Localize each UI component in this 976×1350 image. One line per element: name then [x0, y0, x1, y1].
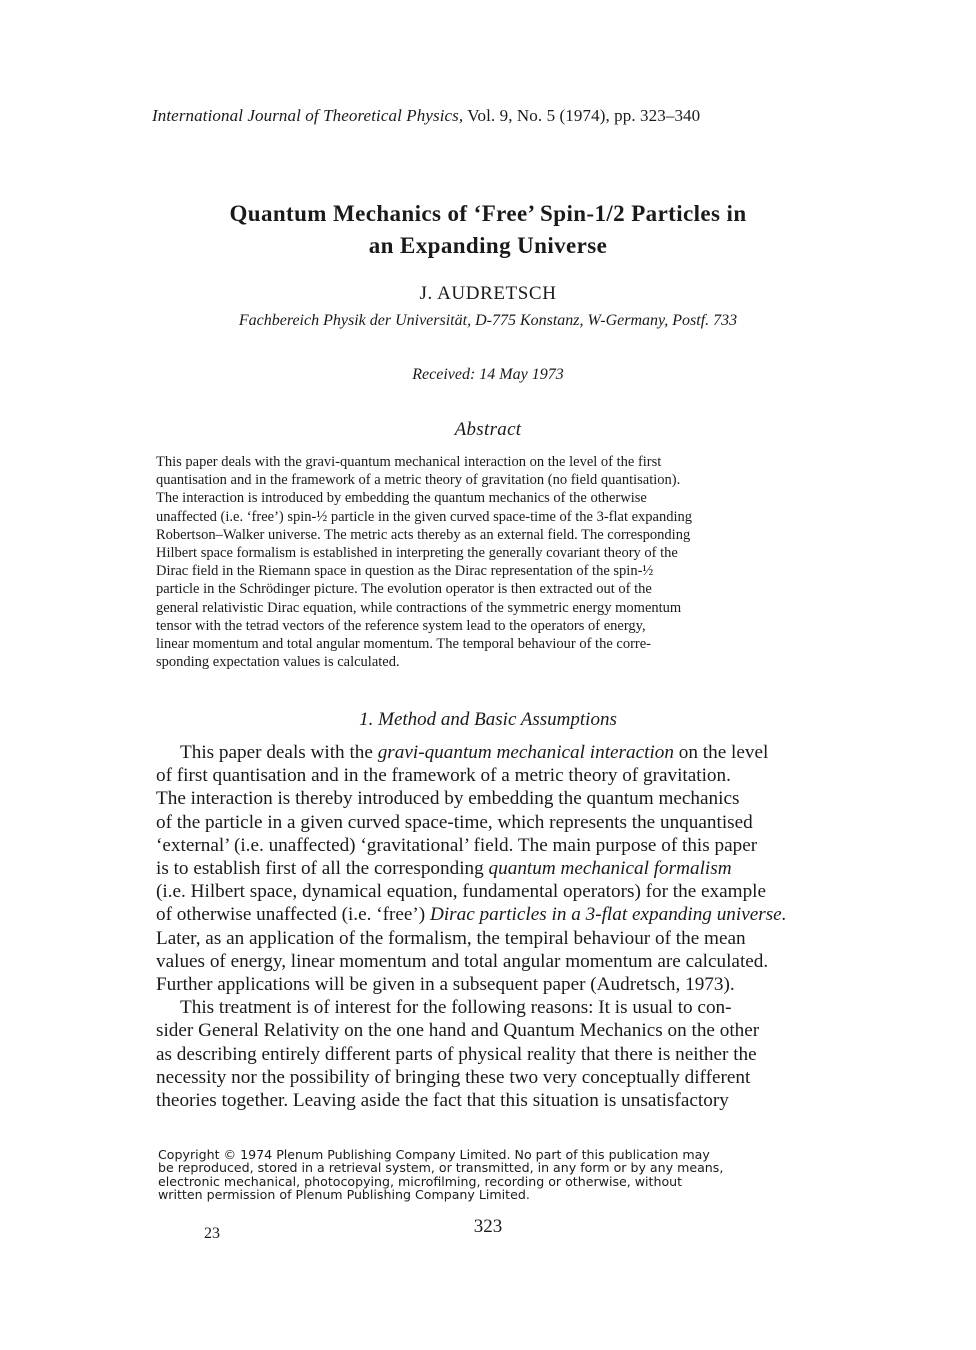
body-line: of first quantisation and in the framework of a metric theory of gravitation. — [156, 765, 731, 787]
emphasis-run: Dirac particles in a 3-flat expanding universe. — [429, 904, 787, 926]
abstract-line: Hilbert space formalism is established in interpreting the generally covariant theory of the — [156, 545, 678, 562]
abstract-line: Robertson–Walker universe. The metric acts thereby as an external field. The corresponding — [156, 526, 691, 543]
abstract-line: unaffected (i.e. ‘free’) spin-½ particle in the given curved space-time of the 3-flat expanding — [156, 508, 692, 525]
copyright-notice — [158, 1148, 838, 1202]
abstract-line: quantisation and in the framework of a metric theory of gravitation (no field quantisation). — [156, 472, 681, 489]
journal-name: International Journal of Theoretical Physics, — [152, 106, 464, 125]
journal-volume-info: Vol. 9, No. 5 (1974), pp. 323–340 — [467, 106, 701, 125]
abstract-line: linear momentum and total angular momentum. The temporal behaviour of the corre- — [156, 636, 651, 653]
section-body — [156, 741, 846, 1112]
page-number: 323 — [473, 1216, 503, 1237]
body-line: of the particle in a given curved space-time, which represents the unquantised — [156, 811, 753, 833]
body-line: necessity nor the possibility of bringing these two very conceptually different — [156, 1066, 751, 1088]
abstract-line: This paper deals with the gravi-quantum mechanical interaction on the level of the first — [156, 454, 662, 470]
emphasis-run: quantum mechanical formalism — [488, 858, 732, 880]
abstract-body — [156, 453, 856, 671]
folio-number: 23 — [204, 1225, 220, 1242]
body-line: (i.e. Hilbert space, dynamical equation, fundamental operators) for the example — [156, 881, 767, 903]
text-run: is to establish first of all the corresponding — [156, 858, 489, 880]
section-heading: 1. Method and Basic Assumptions — [359, 709, 617, 730]
body-line: ‘external’ (i.e. unaffected) ‘gravitational’ field. The main purpose of this paper — [156, 834, 758, 856]
copyright-line: be reproduced, stored in a retrieval system, or transmitted, in any form or by any means, — [158, 1160, 724, 1176]
body-line: theories together. Leaving aside the fact that this situation is unsatisfactory — [156, 1090, 729, 1112]
copyright-line: Copyright © 1974 Plenum Publishing Company Limited. No part of this publication may — [158, 1147, 710, 1162]
body-line: Further applications will be given in a subsequent paper (Audretsch, 1973). — [156, 974, 735, 996]
abstract-line: particle in the Schrödinger picture. The evolution operator is then extracted out of the — [156, 581, 652, 598]
text-run: on the level — [673, 742, 769, 763]
abstract-line: sponding expectation values is calculated. — [156, 654, 400, 671]
body-line — [156, 903, 846, 926]
body-line: Later, as an application of the formalism, the tempiral behaviour of the mean — [156, 927, 746, 949]
author-name: J. AUDRETSCH — [419, 283, 557, 304]
copyright-line: written permission of Plenum Publishing Company Limited. — [158, 1187, 530, 1203]
abstract-line: The interaction is introduced by embedding the quantum mechanics of the otherwise — [156, 490, 647, 507]
title-line-2: an Expanding Universe — [368, 233, 608, 258]
body-line: sider General Relativity on the one hand and Quantum Mechanics on the other — [156, 1020, 760, 1042]
body-line: This treatment is of interest for the following reasons: It is usual to con- — [180, 997, 732, 1019]
copyright-line: electronic mechanical, photocopying, microfilming, recording or otherwise, without — [158, 1173, 683, 1189]
abstract-line: general relativistic Dirac equation, while contractions of the symmetric energy momentum — [156, 599, 682, 616]
journal-citation — [152, 106, 700, 126]
body-line — [156, 857, 846, 880]
body-line: The interaction is thereby introduced by embedding the quantum mechanics — [156, 788, 740, 810]
body-line: values of energy, linear momentum and total angular momentum are calculated. — [156, 950, 769, 972]
body-line: as describing entirely different parts of physical reality that there is neither the — [156, 1043, 757, 1065]
body-line — [156, 741, 846, 764]
author-affiliation: Fachbereich Physik der Universität, D-775 Konstanz, W-Germany, Postf. 733 — [238, 312, 738, 329]
abstract-line: Dirac field in the Riemann space in question as the Dirac representation of the spin-½ — [156, 563, 654, 580]
paper-title — [0, 198, 976, 262]
text-run: This paper deals with the — [180, 742, 378, 763]
received-date: Received: 14 May 1973 — [412, 366, 564, 383]
title-line-1: Quantum Mechanics of ‘Free’ Spin-1/2 Particles in — [229, 201, 747, 226]
emphasis-run: gravi-quantum mechanical interaction — [377, 742, 674, 763]
text-run: of otherwise unaffected (i.e. ‘free’) — [156, 904, 430, 926]
abstract-line: tensor with the tetrad vectors of the reference system lead to the operators of energy, — [156, 617, 646, 634]
abstract-heading: Abstract — [454, 419, 522, 440]
